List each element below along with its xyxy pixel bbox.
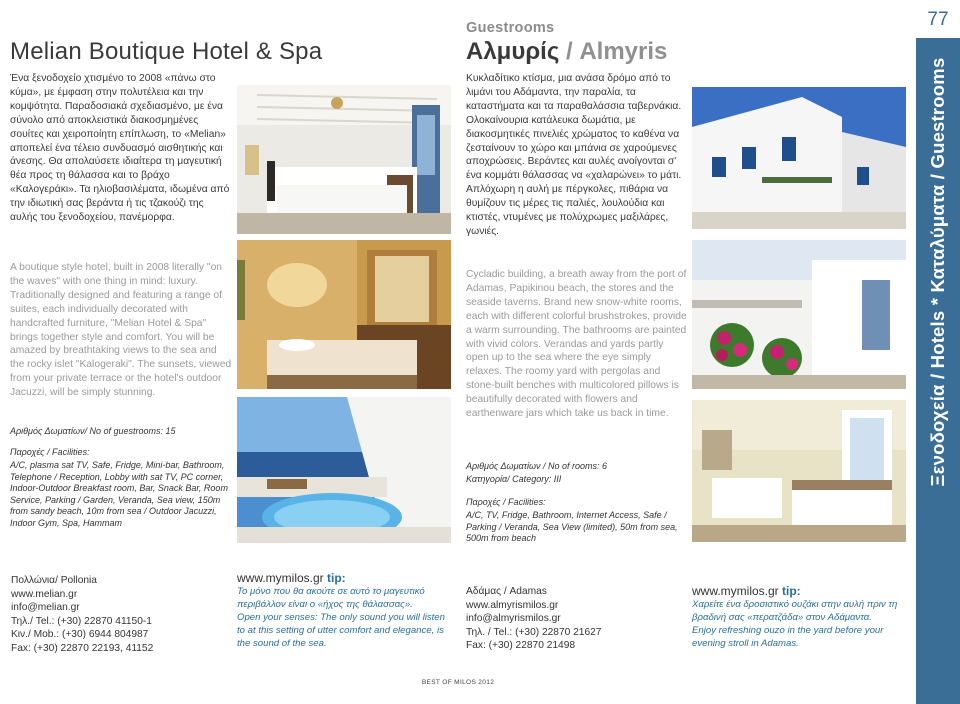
page-footer: BEST OF MILOS 2012 (421, 679, 495, 686)
almyris-english-description: Cycladic building, a breath away from the port of Adamas, Papikinou beach, the stores and the seaside taverns. Brand new snow-white rooms, each with different colorful brushstrokes, provide a warm surrounding. The bathrooms are painted with vivid colors. Verandas and yards partly open up to the sea where the eye simply relaxes. The roomy yard with pergolas and stone-built benches with multicolored pillows is beautifully decorated with flowers and earthenware jars which take us back in time. (466, 269, 687, 420)
melian-website-link[interactable]: www.melian.gr (11, 588, 78, 600)
melian-tip-greek: Το μόνο που θα ακούτε σε αυτό το μαγευτικό περιβάλλον είναι ο «ήχος της θάλασσας». (237, 586, 425, 610)
melian-tip-header (237, 571, 447, 585)
melian-rooms: Αριθμός Δωματίων/ No of guestrooms: 15 (10, 426, 176, 436)
page-number: 77 (916, 0, 960, 40)
almyris-rooms: Αριθμός Δωματίων / No of rooms: 6 (466, 461, 608, 471)
almyris-category: Κατηγορία/ Category: ΙΙΙ (466, 474, 562, 484)
melian-contact (11, 574, 153, 655)
melian-tip (237, 571, 447, 650)
melian-fax: Fax: (+30) 22870 22193, 41152 (11, 642, 154, 654)
almyris-category-heading: Guestrooms (466, 20, 555, 36)
almyris-tip-greek: Χαρείτε ένα δροσιστικό ουζάκι στην αυλή πριν τη βραδινή σας «περατζάδα» στον Αδάμαντα. (692, 599, 898, 623)
melian-facilities: A/C, plasma sat TV, Safe, Fridge, Mini-bar, Bathroom, Telephone / Reception, Lobby with sat TV, PC corner, Indoor-Outdoor Breakfast room, Bar, Snack Bar, Room Service, Parking / Garden, Veranda, Sea view, 150m from sandy beach, 10m from sea / Outdoor Jacuzzi, Indoor Gym, Spa, Hammam (10, 460, 228, 528)
almyris-contact (466, 585, 601, 653)
almyris-tip-url[interactable]: www.mymilos.gr (692, 584, 779, 598)
melian-english-description: A boutique style hotel, built in 2008 literally "on the waves" with one thing in mind: luxury. Traditionally designed and featuring a range of suites, each individually decorated with handcrafted furniture, "Melian Hotel & Spa" brings together style and comfort. You will be amazed by breathtaking views to the sea and the rocky islet "Kalogeraki". The sunsets, viewed from your private terrace or the hotel's outdoor Jacuzzi, will be simply stunning. (10, 262, 232, 399)
almyris-title-greek: Αλμυρίς (466, 38, 560, 65)
almyris-greek-description: Κυκλαδίτικο κτίσμα, μια ανάσα δρόμο από το λιμάνι του Αδάμαντα, την παραλία, τα καταστήματα και τα παραθαλάσσια ταβερνάκια. Ολοκαίνουρια κατάλευκα δωμάτια, με διακοσμητικές πινελιές χρώματος το καθένα να ζεσταίνουν το χώρο και μπάνια σε χαρούμενες αποχρώσεις. Βεράντες και αυλές ανοίγονται σ' ένα κομμάτι θάλασσας να «χαλαρώνει» το μάτι. Απλόχωρη η αυλή με πέργκολες, πιθάρια να θυμίζουν τις μέρες τις παλιές, λουλούδια και κτιστές, ντυμένες με πολύχρωμες μαξιλάρες, γωνιές. (466, 73, 682, 237)
melian-spa-photo (237, 240, 451, 389)
almyris-title (466, 38, 667, 66)
almyris-facilities: A/C, TV, Fridge, Bathroom, Internet Access, Safe / Parking / Veranda, Sea View (limited), 50m from sea, 500m from beach (466, 510, 678, 544)
almyris-title-separator: / (559, 38, 580, 65)
almyris-flowers-photo (692, 240, 906, 389)
almyris-title-latin: Almyris (579, 38, 668, 65)
melian-phone: Τηλ./ Tel.: (+30) 22870 41150-1 (11, 615, 152, 627)
almyris-phone: Τηλ. / Tel.: (+30) 22870 21627 (466, 626, 602, 638)
melian-facilities-label: Παροχές / Facilities: (10, 447, 90, 457)
almyris-fax: Fax: (+30) 22870 21498 (466, 640, 576, 651)
melian-bedroom-photo (237, 85, 451, 234)
melian-jacuzzi-photo (237, 397, 451, 543)
almyris-email-link[interactable]: info@almyrismilos.gr (466, 613, 561, 624)
almyris-tip-english: Enjoy refreshing ouzo in the yard before your evening stroll in Adamas. (692, 625, 884, 649)
sidebar-section-title: Ξενοδοχεία / Hotels * Καταλύματα / Guestrooms (927, 57, 948, 487)
melian-tip-english: Open your senses: The only sound you will listen to at this setting of utter comfort and elegance, is the sound of the sea. (237, 612, 445, 649)
almyris-exterior-photo (692, 87, 906, 229)
almyris-website-link[interactable]: www.almyrismilos.gr (466, 599, 559, 611)
almyris-tip-label: tip: (782, 584, 801, 598)
melian-greek-description: Ένα ξενοδοχείο χτισμένο το 2008 «πάνω στο κύμα», με έμφαση στην πολυτέλεια και την κομψότητα. Παραδοσιακά σχεδιασμένο, με ένα σύνολο από αποκλειστικά διακοσμημένες σουίτες και χειροποίητη επίπλωση, το «Melian» αποπελεί ένα τέλειο συνδυασμό αισθητικής και άνεσης. Θα απολαύσετε ιδιαίτερα τη μαγευτική θέα προς τη θάλασσα και το βράχο «Καλογεράκι». Τα ηλιοβασιλέματα, ιδωμένα από την ιδιωτική σας βεράντα ή τις τζακούζι της αυλής του ξενοδοχείου, πανέμορφα. (10, 73, 230, 224)
melian-tip-label: tip: (327, 571, 346, 585)
melian-title: Melian Boutique Hotel & Spa (10, 38, 323, 65)
melian-mobile: Κιν./ Mob.: (+30) 6944 804987 (11, 629, 149, 640)
almyris-room-photo (692, 400, 906, 542)
melian-email-link[interactable]: info@melian.gr (11, 602, 80, 613)
melian-tip-url[interactable]: www.mymilos.gr (237, 571, 324, 585)
almyris-tip (692, 584, 906, 650)
almyris-location: Αδάμας / Adamas (466, 586, 547, 597)
melian-location: Πολλώνια/ Pollonia (11, 575, 97, 586)
almyris-tip-header (692, 584, 906, 598)
almyris-facilities-label: Παροχές / Facilities: (466, 497, 546, 507)
